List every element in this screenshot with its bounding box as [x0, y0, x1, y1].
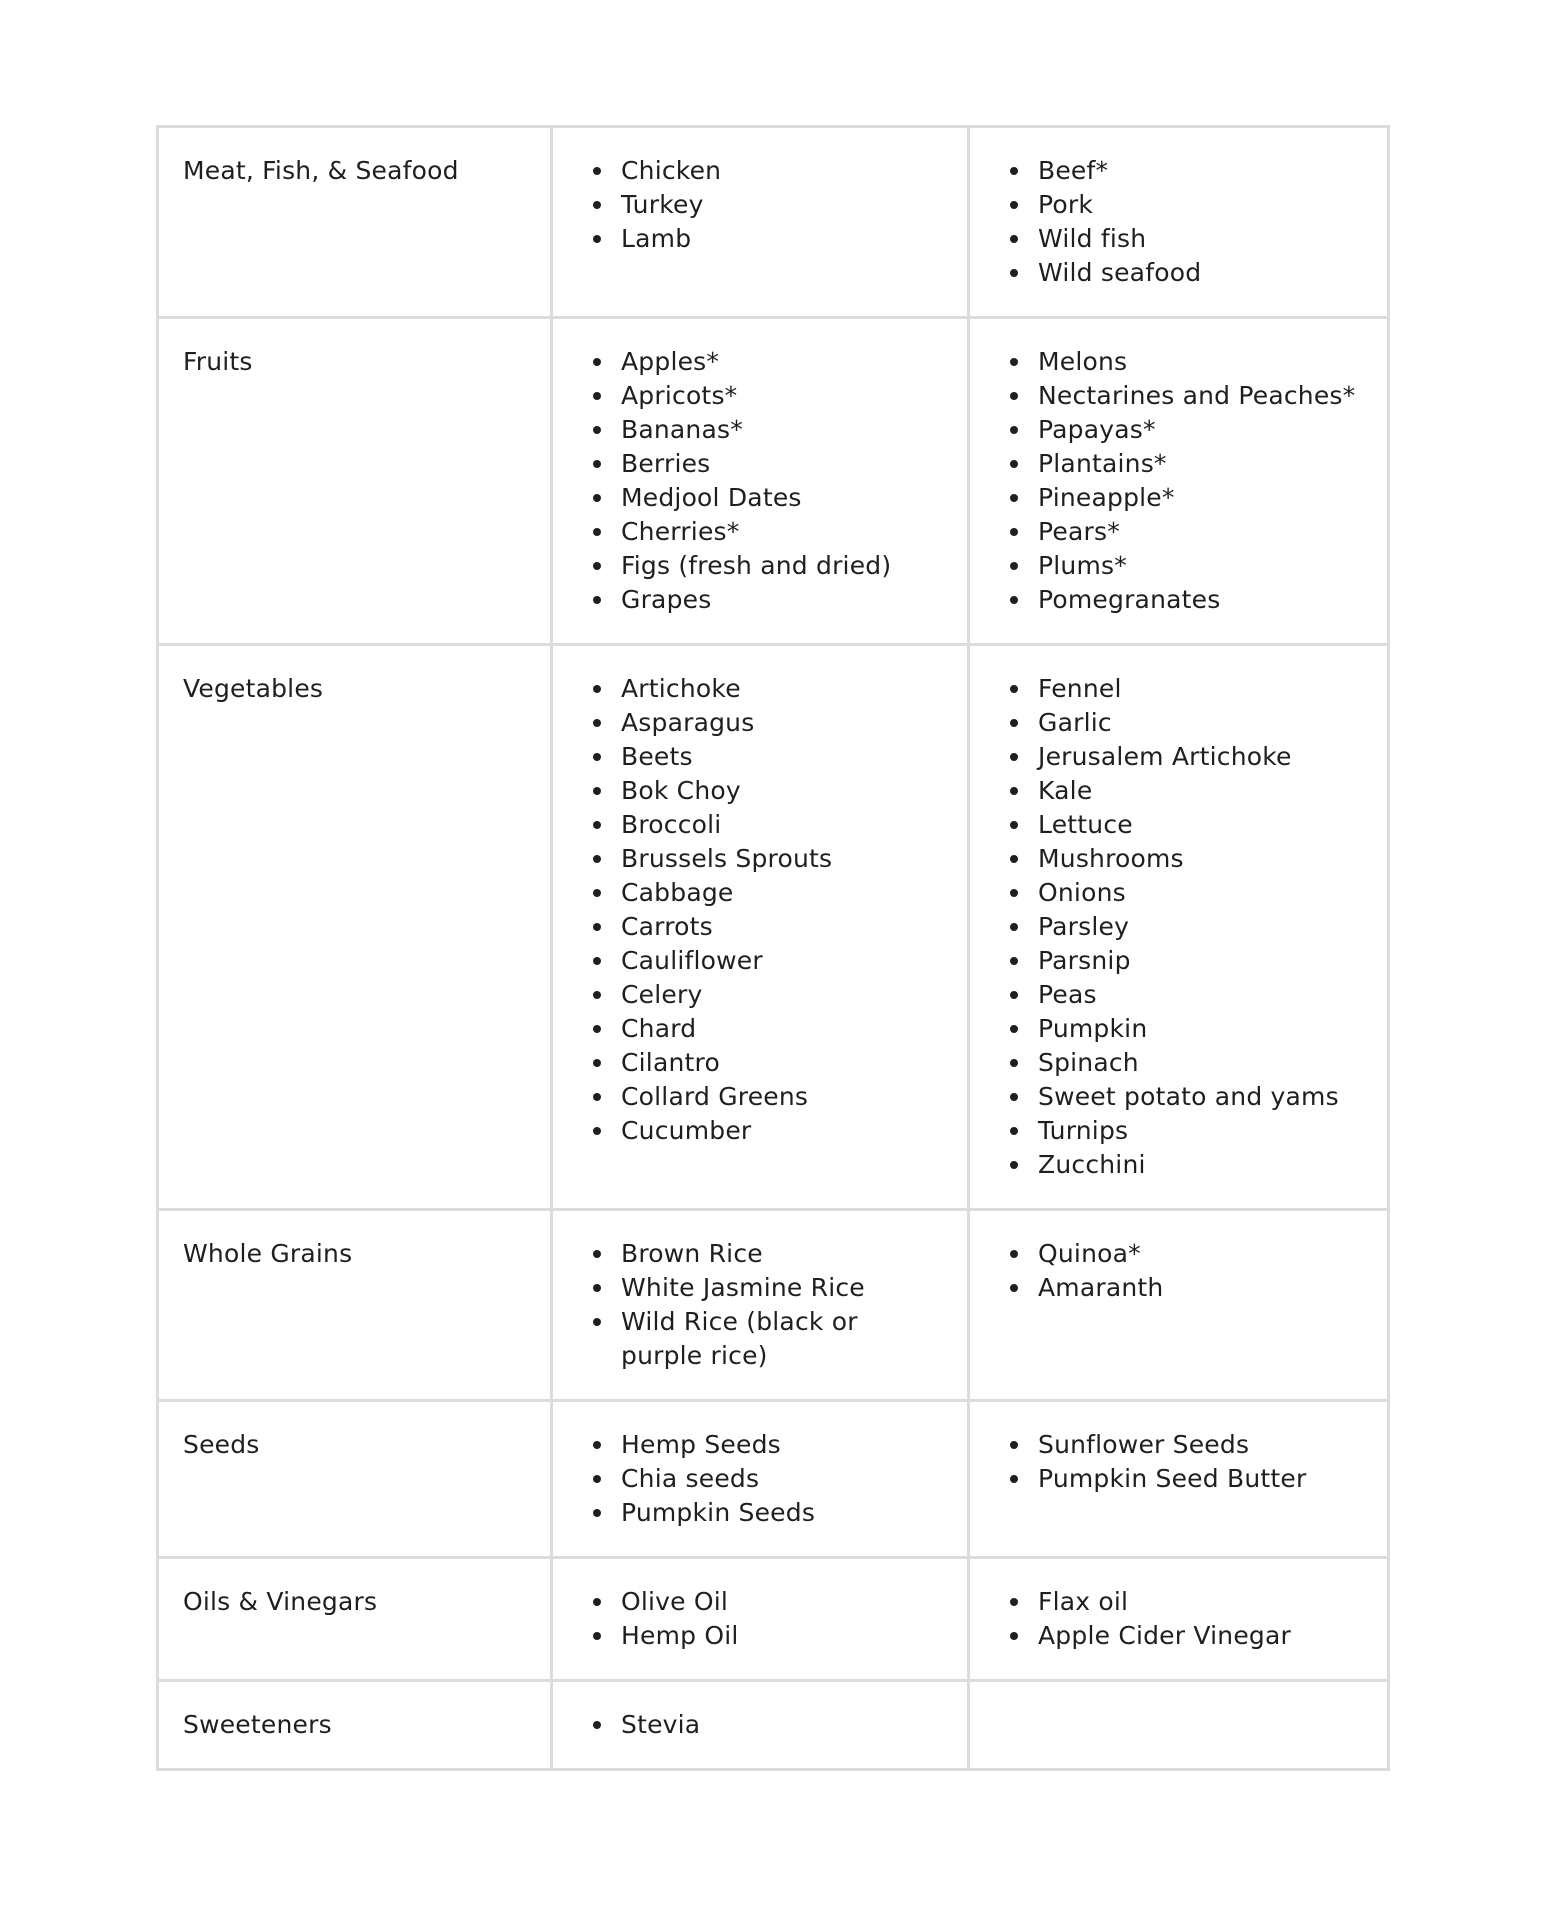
list-item: Zucchini [1038, 1148, 1367, 1182]
food-table-body [158, 127, 1389, 1770]
list-item: Brown Rice [621, 1237, 947, 1271]
table-row [158, 1401, 1389, 1558]
list-item: Medjool Dates [621, 481, 947, 515]
table-row [158, 645, 1389, 1210]
food-list [970, 1428, 1387, 1496]
food-list [553, 345, 967, 617]
food-list-cell [552, 645, 969, 1210]
list-item: Melons [1038, 345, 1367, 379]
food-list [553, 1428, 967, 1530]
food-list-cell [969, 127, 1389, 318]
list-item: Chicken [621, 154, 947, 188]
category-label: Meat, Fish, & Seafood [183, 156, 459, 185]
list-item: Flax oil [1038, 1585, 1367, 1619]
list-item: Celery [621, 978, 947, 1012]
food-list [970, 1585, 1387, 1653]
food-list [553, 1585, 967, 1653]
category-label: Whole Grains [183, 1239, 353, 1268]
list-item: Pineapple* [1038, 481, 1367, 515]
food-list-cell [969, 318, 1389, 645]
list-item: Cauliflower [621, 944, 947, 978]
list-item: Fennel [1038, 672, 1367, 706]
list-item: Cabbage [621, 876, 947, 910]
list-item: Amaranth [1038, 1271, 1367, 1305]
food-list [970, 672, 1387, 1182]
list-item: Pumpkin [1038, 1012, 1367, 1046]
list-item: Asparagus [621, 706, 947, 740]
list-item: Garlic [1038, 706, 1367, 740]
food-list-cell [552, 1401, 969, 1558]
list-item: Mushrooms [1038, 842, 1367, 876]
list-item: Bok Choy [621, 774, 947, 808]
category-label: Vegetables [183, 674, 324, 703]
list-item: Stevia [621, 1708, 947, 1742]
list-item: Turkey [621, 188, 947, 222]
list-item: Parsnip [1038, 944, 1367, 978]
list-item: Turnips [1038, 1114, 1367, 1148]
food-table [156, 125, 1390, 1771]
list-item: Lamb [621, 222, 947, 256]
food-list-cell [969, 1210, 1389, 1401]
table-row [158, 318, 1389, 645]
list-item: Hemp Oil [621, 1619, 947, 1653]
list-item: Grapes [621, 583, 947, 617]
list-item: Cucumber [621, 1114, 947, 1148]
table-row [158, 1210, 1389, 1401]
list-item: Onions [1038, 876, 1367, 910]
list-item: Sweet potato and yams [1038, 1080, 1367, 1114]
food-list-cell [552, 127, 969, 318]
food-list [553, 672, 967, 1148]
category-cell [158, 1681, 552, 1770]
list-item: Collard Greens [621, 1080, 947, 1114]
food-list-cell [969, 1401, 1389, 1558]
list-item: Peas [1038, 978, 1367, 1012]
list-item: Spinach [1038, 1046, 1367, 1080]
food-list [553, 1708, 967, 1742]
list-item: Bananas* [621, 413, 947, 447]
food-list-cell [552, 1558, 969, 1681]
list-item: Beef* [1038, 154, 1367, 188]
food-list-cell [969, 645, 1389, 1210]
list-item: Parsley [1038, 910, 1367, 944]
category-label: Sweeteners [183, 1710, 332, 1739]
food-list [970, 1237, 1387, 1305]
category-label: Oils & Vinegars [183, 1587, 378, 1616]
list-item: Berries [621, 447, 947, 481]
food-list [553, 154, 967, 256]
list-item: Wild seafood [1038, 256, 1367, 290]
list-item: Beets [621, 740, 947, 774]
list-item: Carrots [621, 910, 947, 944]
table-row [158, 127, 1389, 318]
list-item: Lettuce [1038, 808, 1367, 842]
list-item: Apples* [621, 345, 947, 379]
list-item: Wild fish [1038, 222, 1367, 256]
food-list-cell [552, 1681, 969, 1770]
list-item: Sunflower Seeds [1038, 1428, 1367, 1462]
list-item: Figs (fresh and dried) [621, 549, 947, 583]
list-item: Artichoke [621, 672, 947, 706]
list-item: Papayas* [1038, 413, 1367, 447]
food-list [970, 154, 1387, 290]
list-item: Chard [621, 1012, 947, 1046]
food-list [970, 345, 1387, 617]
list-item: Pomegranates [1038, 583, 1367, 617]
list-item: Pumpkin Seeds [621, 1496, 947, 1530]
list-item: Apple Cider Vinegar [1038, 1619, 1367, 1653]
food-list-cell [552, 1210, 969, 1401]
list-item: Pears* [1038, 515, 1367, 549]
list-item: Cilantro [621, 1046, 947, 1080]
category-cell [158, 1558, 552, 1681]
food-list-cell [969, 1558, 1389, 1681]
list-item: Nectarines and Peaches* [1038, 379, 1367, 413]
list-item: Brussels Sprouts [621, 842, 947, 876]
table-row [158, 1558, 1389, 1681]
list-item: Plums* [1038, 549, 1367, 583]
list-item: Cherries* [621, 515, 947, 549]
list-item: Chia seeds [621, 1462, 947, 1496]
food-list-cell [969, 1681, 1389, 1770]
category-cell [158, 645, 552, 1210]
food-list [553, 1237, 967, 1373]
category-label: Fruits [183, 347, 253, 376]
table-row [158, 1681, 1389, 1770]
category-cell [158, 1401, 552, 1558]
list-item: Olive Oil [621, 1585, 947, 1619]
list-item: Pork [1038, 188, 1367, 222]
list-item: Jerusalem Artichoke [1038, 740, 1367, 774]
category-cell [158, 318, 552, 645]
list-item: Kale [1038, 774, 1367, 808]
list-item: Broccoli [621, 808, 947, 842]
list-item: Quinoa* [1038, 1237, 1367, 1271]
list-item: White Jasmine Rice [621, 1271, 947, 1305]
list-item: Apricots* [621, 379, 947, 413]
category-cell [158, 127, 552, 318]
list-item: Hemp Seeds [621, 1428, 947, 1462]
list-item: Wild Rice (black or purple rice) [621, 1305, 947, 1373]
category-label: Seeds [183, 1430, 260, 1459]
list-item: Pumpkin Seed Butter [1038, 1462, 1367, 1496]
list-item: Plantains* [1038, 447, 1367, 481]
food-list-cell [552, 318, 969, 645]
category-cell [158, 1210, 552, 1401]
